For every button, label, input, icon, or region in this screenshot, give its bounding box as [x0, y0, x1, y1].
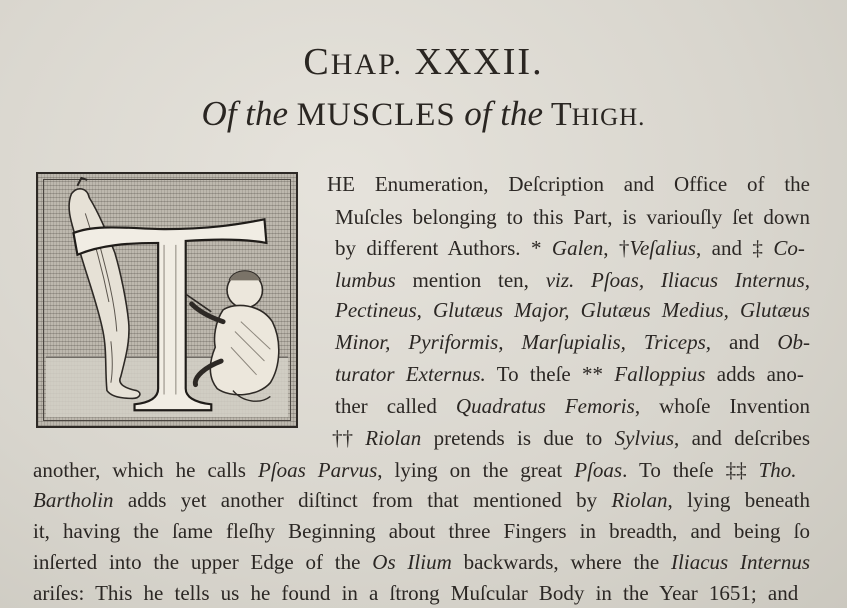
text-run: inſerted into the upper Edge of the: [33, 550, 373, 574]
title-of-the-1: Of the: [201, 94, 289, 133]
text-run: , lying on the great: [377, 458, 575, 482]
text-line: [335, 332, 810, 353]
text-run: adds ano-: [705, 362, 804, 386]
text-line: [33, 460, 797, 481]
decorated-initial: [36, 172, 298, 428]
text-run: , and ‡: [695, 236, 774, 260]
chapter-word-rest: HAP.: [330, 48, 403, 81]
text-line: [332, 428, 810, 449]
text-line: [327, 174, 810, 195]
text-run: another, which he calls: [33, 458, 258, 482]
engraved-initial-illustration: [38, 174, 296, 426]
italic-text-run: Co-: [773, 236, 805, 260]
text-line: [335, 270, 810, 291]
text-run: backwards, where the: [451, 550, 672, 574]
text-line: [33, 521, 810, 542]
italic-text-run: lumbus: [335, 268, 396, 292]
text-line: [335, 207, 810, 228]
italic-text-run: Falloppius: [614, 362, 706, 386]
text-run: pretends is due to: [421, 426, 615, 450]
text-run: ariſes: This he tells us he found in a ſtrong Muſcular Body in the Year 1651; and: [33, 581, 799, 605]
text-line: [33, 490, 810, 511]
text-run: ††: [332, 426, 366, 450]
text-line: [335, 396, 810, 417]
chapter-number: XXXII.: [414, 41, 544, 83]
italic-text-run: Sylvius: [614, 426, 675, 450]
text-line: [335, 300, 810, 321]
chapter-word-first: C: [303, 41, 331, 83]
text-run: . To theſe ‡‡: [622, 458, 759, 482]
italic-text-run: Ob-: [777, 330, 810, 354]
italic-text-run: Os Ilium: [372, 550, 452, 574]
title-muscles: MUSCLES: [296, 97, 456, 133]
text-line: [335, 238, 805, 259]
chapter-heading: [0, 40, 847, 84]
italic-text-run: Minor, Pyriformis, Marſupialis, Triceps,: [335, 330, 712, 354]
text-run: , †: [603, 236, 630, 260]
italic-text-run: Galen: [551, 236, 604, 260]
text-line: [33, 583, 798, 604]
text-run: and: [711, 330, 778, 354]
italic-text-run: Veſalius: [629, 236, 696, 260]
text-line: [335, 364, 804, 385]
italic-text-run: Quadratus Femoris: [455, 394, 635, 418]
italic-text-run: viz. Pſoas, Iliacus Internus,: [545, 268, 811, 292]
italic-text-run: Tho.: [758, 458, 797, 482]
text-run: it, having the ſame fleſhy Beginning about three Fingers in breadth, and being ſo: [33, 519, 810, 543]
text-run: To theſe **: [485, 362, 615, 386]
text-run: HE Enumeration, Deſcription and Office of the: [327, 172, 810, 196]
text-run: , lying beneath: [667, 488, 810, 512]
text-run: , whoſe Invention: [634, 394, 810, 418]
italic-text-run: Iliacus Internus: [671, 550, 810, 574]
text-run: Muſcles belonging to this Part, is variouſly ſet down: [335, 205, 810, 229]
italic-text-run: Pectineus, Glutæus Major, Glutæus Medius, Glutæus: [335, 298, 810, 322]
text-line: [33, 552, 810, 573]
title-of-the-2: of the: [464, 94, 544, 133]
italic-text-run: Riolan: [365, 426, 422, 450]
italic-text-run: Riolan: [611, 488, 668, 512]
italic-text-run: turator Externus.: [335, 362, 486, 386]
text-run: , and deſcribes: [674, 426, 810, 450]
chapter-title: [0, 94, 847, 134]
title-thigh-rest: HIGH.: [571, 104, 646, 131]
text-run: by different Authors. *: [335, 236, 552, 260]
text-run: ther called: [335, 394, 456, 418]
italic-text-run: Pſoas: [574, 458, 623, 482]
title-thigh-first: T: [550, 96, 572, 133]
text-run: adds yet another diſtinct from that mentioned by: [113, 488, 612, 512]
italic-text-run: Bartholin: [33, 488, 114, 512]
text-run: mention ten,: [395, 268, 546, 292]
italic-text-run: Pſoas Parvus: [257, 458, 378, 482]
